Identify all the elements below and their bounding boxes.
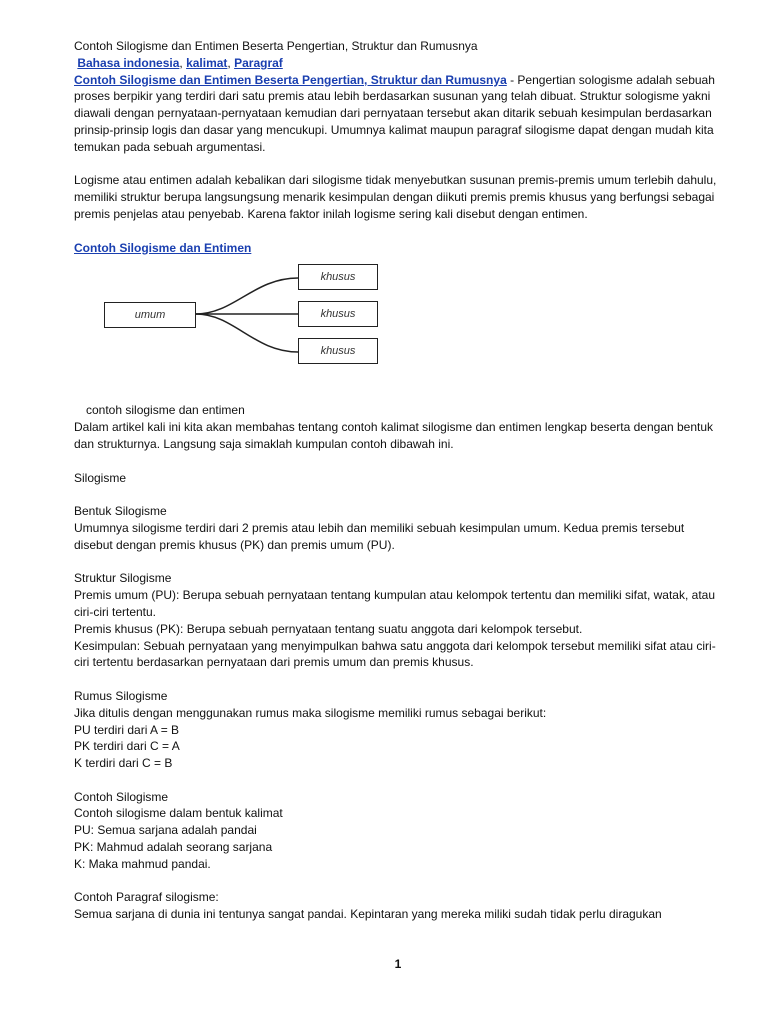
tag-list: Bahasa indonesia, kalimat, Paragraf	[77, 55, 283, 70]
intro-title-link[interactable]: Contoh Silogisme dan Entimen Beserta Pengertian, Struktur dan Rumusnya	[74, 72, 507, 87]
tag-link-paragraf[interactable]: Paragraf	[234, 55, 283, 70]
diagram-box-umum: umum	[104, 302, 196, 328]
intro-paragraph	[74, 72, 722, 156]
heading-paragraf: Contoh Paragraf silogisme:	[74, 890, 219, 905]
diagram-box-khusus-3: khusus	[298, 338, 378, 364]
heading-contoh: Contoh Silogisme	[74, 789, 169, 804]
struktur-kesimpulan: Kesimpulan: Sebuah pernyataan yang menyimpulkan bahwa satu anggota dari kelompok tersebut memiliki sifat atau ciri-ciri tertentu berdasarkan pernyataan dari premis umum dan premis khusus.	[74, 638, 716, 670]
heading-rumus: Rumus Silogisme	[74, 688, 168, 703]
bentuk-text: Umumnya silogisme terdiri dari 2 premis atau lebih dan memiliki sebuah kesimpulan umum. Kedua premis tersebut disebut dengan premis khusus (PK) dan premis umum (PU).	[74, 520, 685, 552]
paragraf-text: Semua sarjana di dunia ini tentunya sangat pandai. Kepintaran yang mereka miliki sudah tidak perlu diragukan	[74, 907, 662, 922]
diagram-box-khusus-2: khusus	[298, 301, 378, 327]
artikel-paragraph: Dalam artikel kali ini kita akan membahas tentang contoh kalimat silogisme dan entimen lengkap beserta dengan bentuk dan strukturnya. Langsung saja simaklah kumpulan contoh dibawah ini.	[74, 420, 714, 451]
heading-bentuk: Bentuk Silogisme	[74, 504, 167, 519]
contoh-line: Contoh silogisme dalam bentuk kalimat	[74, 806, 283, 821]
rumus-line: PK terdiri dari C = A	[74, 739, 180, 754]
rumus-line: K terdiri dari C = B	[74, 756, 173, 771]
tag-link-kalimat[interactable]: kalimat	[186, 55, 228, 70]
heading-silogisme: Silogisme	[74, 470, 127, 485]
rumus-line: PU terdiri dari A = B	[74, 722, 180, 737]
contoh-line: PU: Semua sarjana adalah pandai	[74, 823, 257, 838]
diagram-caption: contoh silogisme dan entimen	[86, 403, 245, 418]
intro-text: - Pengertian sologisme adalah sebuah proses berpikir yang terdiri dari satu premis atau lebih berdasarkan susunan yang telah dibuat. Struktur sologisme yakni diawali dengan pernyataan-pernyataan kemudian dari pernyataan tersebut akan ditarik sebuah kesimpulan berdasarkan prinsip-prinsip logis dan dasar yang mencukupi. Umumnya kalimat maupun paragraf silogisme dapat dengan mudah kita temukan pada sebuah argumentasi.	[74, 72, 715, 154]
diagram-box-khusus-1: khusus	[298, 264, 378, 290]
page-number: 1	[394, 957, 402, 971]
document-page	[74, 38, 722, 923]
premis-diagram	[104, 264, 404, 396]
rumus-intro: Jika ditulis dengan menggunakan rumus maka silogisme memiliki rumus sebagai berikut:	[74, 705, 547, 720]
tag-link-bahasa-indonesia[interactable]: Bahasa indonesia	[77, 55, 180, 70]
struktur-pu: Premis umum (PU): Berupa sebuah pernyataan tentang kumpulan atau kelompok tertentu dan memiliki sifat, watak, atau ciri-ciri tertentu.	[74, 588, 715, 619]
logisme-paragraph: Logisme atau entimen adalah kebalikan dari silogisme tidak menyebutkan susunan premis-premis umum terlebih dahulu, memiliki struktur berupa langsungsung menarik kesimpulan dengan diikuti premis premis khusus yang berfungsi sebagai premis penjelas atau penyebab. Karena faktor inilah logisme sering kali disebut dengan entimen.	[74, 173, 717, 221]
contoh-line: K: Maka mahmud pandai.	[74, 856, 211, 871]
heading-struktur: Struktur Silogisme	[74, 571, 172, 586]
contoh-line: PK: Mahmud adalah seorang sarjana	[74, 840, 273, 855]
struktur-pk: Premis khusus (PK): Berupa sebuah pernyataan tentang suatu anggota dari kelompok tersebut.	[74, 621, 583, 636]
section-link-contoh[interactable]: Contoh Silogisme dan Entimen	[74, 240, 252, 255]
document-title: Contoh Silogisme dan Entimen Beserta Pengertian, Struktur dan Rumusnya	[74, 39, 478, 53]
